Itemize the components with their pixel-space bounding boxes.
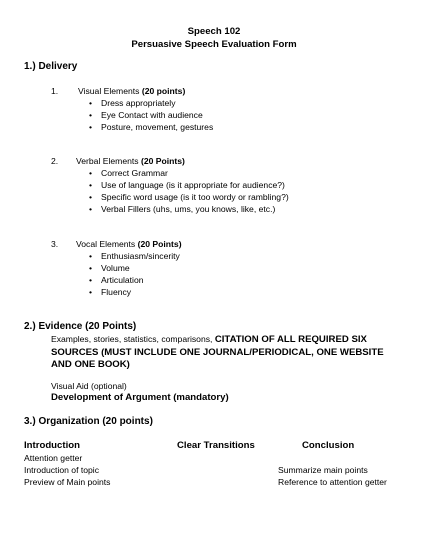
delivery-item-vocal [76, 239, 182, 249]
list-item: • Use of language (is it appropriate for audience?) [101, 180, 285, 190]
list-item: • Fluency [101, 287, 131, 297]
column-header-conclusion: Conclusion [302, 440, 355, 451]
delivery-item-label: Verbal Elements [76, 156, 139, 166]
list-item: Introduction of topic [24, 465, 100, 475]
section-heading-delivery: 1.) Delivery [24, 61, 78, 72]
form-title-line2: Persuasive Speech Evaluation Form [131, 39, 297, 50]
list-item: • Dress appropriately [101, 98, 176, 108]
evidence-requirement-line2: SOURCES (MUST INCLUDE ONE JOURNAL/PERIODICAL, ONE WEBSITE [51, 347, 384, 358]
list-item: Preview of Main points [24, 477, 111, 487]
evidence-requirement-line3: AND ONE BOOK) [51, 359, 130, 370]
list-item: • Correct Grammar [101, 168, 168, 178]
list-item: • Posture, movement, gestures [101, 122, 213, 132]
list-item: Summarize main points [278, 465, 368, 475]
delivery-item-points: (20 Points) [140, 156, 185, 166]
list-item: • Volume [101, 263, 130, 273]
list-item: • Enthusiasm/sincerity [101, 251, 180, 261]
development-argument-label: Development of Argument (mandatory) [51, 392, 229, 403]
evidence-description-plain: Examples, stories, statistics, comparisons, [51, 334, 213, 344]
delivery-item-number: 2. [51, 156, 59, 166]
section-heading-evidence: 2.) Evidence (20 Points) [24, 321, 137, 332]
delivery-item-visual [78, 86, 185, 96]
list-item: • Eye Contact with audience [101, 110, 203, 120]
form-title-line1: Speech 102 [187, 26, 241, 37]
delivery-item-points: (20 points) [141, 86, 186, 96]
visual-aid-label: Visual Aid (optional) [51, 381, 127, 391]
delivery-item-points: (20 Points) [137, 239, 182, 249]
delivery-item-label: Vocal Elements [76, 239, 136, 249]
delivery-item-number: 1. [51, 86, 59, 96]
delivery-item-verbal [76, 156, 185, 166]
delivery-item-number: 3. [51, 239, 59, 249]
evidence-requirement-line1: CITATION OF ALL REQUIRED SIX [214, 334, 367, 345]
section-heading-organization: 3.) Organization (20 points) [24, 416, 153, 427]
list-item: • Specific word usage (is it too wordy or rambling?) [101, 192, 289, 202]
list-item: Attention getter [24, 453, 83, 463]
list-item: • Articulation [101, 275, 144, 285]
list-item: • Verbal Fillers (uhs, ums, you knows, like, etc.) [101, 204, 275, 214]
delivery-item-label: Visual Elements [78, 86, 140, 96]
evidence-description-line1 [51, 334, 367, 345]
list-item: Reference to attention getter [278, 477, 387, 487]
column-header-introduction: Introduction [24, 440, 80, 451]
column-header-transitions: Clear Transitions [177, 440, 255, 451]
